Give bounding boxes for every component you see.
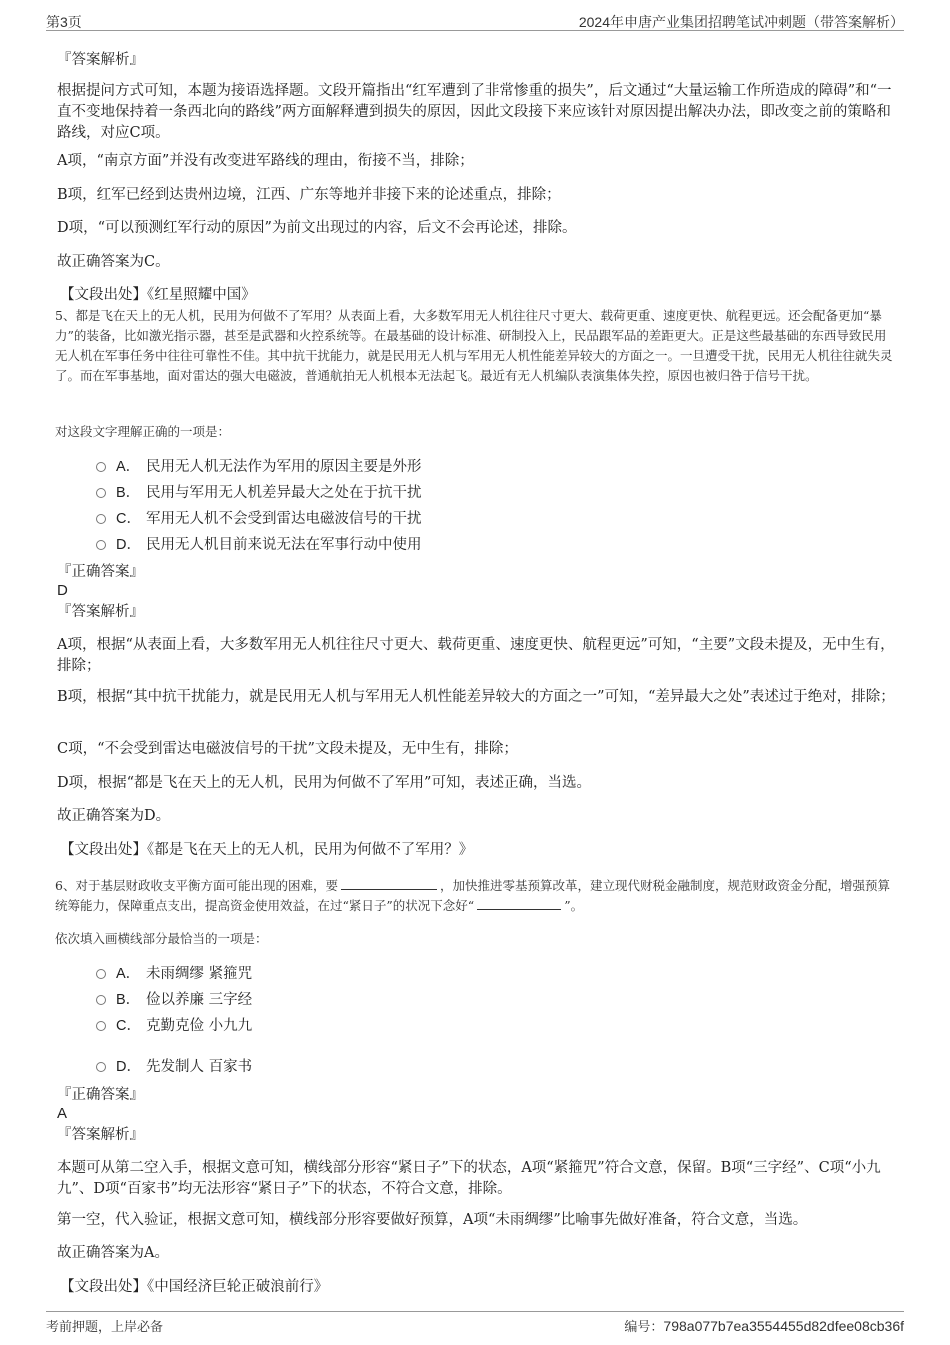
q6-option-a[interactable]: A． 未雨绸缪 紧箍咒 — [96, 964, 252, 984]
q5-passage: 5、都是飞在天上的无人机，民用为何做不了军用？从表面上看，大多数军用无人机往往尺寸更大、载荷更重、速度更快、航程更远。还会配备更加“暴力”的装备，比如激光指示器，甚至是武器和火控系统等。在最基础的设计标准、研制投入上，民品跟军品的差距更大。正是这些最基础的东西导致民用无人机在军事任务中往往可靠性不佳。其中抗干扰能力，就是民用无人机与军用无人机性能差异较大的方面之一。一旦遭受干扰，民用无人机往往就失灵了。而在军事基地，面对雷达的强大电磁波，普通航拍无人机根本无法起飞。最近有无人机编队表演集体失控，原因也被归咎于信号干扰。 — [55, 308, 893, 383]
q5-option-d[interactable]: D． 民用无人机目前来说无法在军事行动中使用 — [96, 535, 422, 555]
q6-source: 【文段出处】《中国经济巨轮正破浪前行》 — [60, 1279, 329, 1295]
q6-question: 依次填入画横线部分最恰当的一项是： — [55, 931, 268, 946]
q5-source: 【文段出处】《都是飞在天上的无人机，民用为何做不了军用？》 — [60, 842, 474, 858]
q6-passage: 6、对于基层财政收支平衡方面可能出现的困难，要 ，加快推进零基预算改革，建立现代财税金融制度，规范财政资金分配，增强预算统筹能力，保障重点支出，提高资金使用效益，在过“紧日子”的状况下念好“ ”。 — [55, 878, 890, 913]
footer-slogan: 考前押题，上岸必备 — [46, 1320, 164, 1335]
document-title: 2024年申唐产业集团招聘笔试冲刺题（带答案解析） — [578, 14, 904, 30]
q4-analysis-label: 『答案解析』 — [57, 52, 144, 68]
q5-conclusion: 故正确答案为D。 — [57, 808, 171, 824]
q6-option-d[interactable]: D． 先发制人 百家书 — [96, 1057, 252, 1077]
radio-icon[interactable] — [96, 514, 106, 524]
blank-1 — [341, 877, 437, 890]
blank-2 — [477, 897, 561, 910]
q6-analysis-para2: 第一空，代入验证，根据文意可知，横线部分形容要做好预算，A项“未雨绸缪”比喻事先做好准备，符合文意，当选。 — [57, 1212, 808, 1228]
q4-analysis-a: A项，“南京方面”并没有改变进军路线的理由，衔接不当，排除； — [57, 153, 474, 169]
q5-analysis-label: 『答案解析』 — [57, 604, 144, 620]
q4-source: 【文段出处】《红星照耀中国》 — [60, 287, 256, 303]
q5-option-a[interactable]: A． 民用无人机无法作为军用的原因主要是外形 — [96, 457, 422, 477]
document-id: 798a077b7ea3554455d82dfee08cb36f — [663, 1318, 904, 1334]
radio-icon[interactable] — [96, 1021, 106, 1031]
q5-question: 对这段文字理解正确的一项是： — [55, 424, 231, 439]
page-header — [46, 8, 904, 31]
page-footer — [46, 1311, 904, 1338]
radio-icon[interactable] — [96, 540, 106, 550]
q5-correct-label: 『正确答案』 — [57, 564, 144, 580]
q5-option-c[interactable]: C． 军用无人机不会受到雷达电磁波信号的干扰 — [96, 509, 422, 529]
q6-conclusion: 故正确答案为A。 — [57, 1245, 169, 1261]
q6-analysis-label: 『答案解析』 — [57, 1127, 144, 1143]
q5-analysis-a: A项，根据“从表面上看，大多数军用无人机往往尺寸更大、载荷更重、速度更快、航程更远”可知，“主要”文段未提及，无中生有，排除； — [57, 637, 895, 674]
radio-icon[interactable] — [96, 462, 106, 472]
q5-option-b[interactable]: B． 民用与军用无人机差异最大之处在于抗干扰 — [96, 483, 422, 503]
page-number: 第3页 — [46, 14, 82, 30]
q4-analysis-d: D项，“可以预测红军行动的原因”为前文出现过的内容，后文不会再论述，排除。 — [57, 220, 577, 236]
q6-option-b[interactable]: B． 俭以养廉 三字经 — [96, 990, 252, 1010]
q6-correct-label: 『正确答案』 — [57, 1087, 144, 1103]
footer-id: 编号：798a077b7ea3554455d82dfee08cb36f — [624, 1318, 904, 1335]
q6-analysis-para1: 本题可从第二空入手，根据文意可知，横线部分形容“紧日子”下的状态，A项“紧箍咒”符合文意，保留。B项“三字经”、C项“小九九”、D项“百家书”均无法形容“紧日子”下的状态，不符合文意，排除。 — [57, 1160, 881, 1197]
q6-correct-answer: A — [57, 1105, 68, 1122]
q6-option-c[interactable]: C． 克勤克俭 小九九 — [96, 1016, 252, 1036]
radio-icon[interactable] — [96, 488, 106, 498]
radio-icon[interactable] — [96, 995, 106, 1005]
q5-correct-answer: D — [57, 582, 68, 599]
q4-analysis-para: 根据提问方式可知，本题为接语选择题。文段开篇指出“红军遭到了非常惨重的损失”，后文通过“大量运输工作所造成的障碍”和“一直不变地保持着一条西北向的路线”两方面解释遭到损失的原因，因此文段接下来应该针对原因提出解决办法，即改变之前的策略和路线，对应C项。 — [57, 83, 892, 141]
q5-analysis-d: D项，根据“都是飞在天上的无人机，民用为何做不了军用”可知，表述正确，当选。 — [57, 775, 591, 791]
radio-icon[interactable] — [96, 1062, 106, 1072]
q5-analysis-c: C项，“不会受到雷达电磁波信号的干扰”文段未提及，无中生有，排除； — [57, 741, 518, 757]
q5-analysis-b: B项，根据“其中抗干扰能力，就是民用无人机与军用无人机性能差异较大的方面之一”可知，“差异最大之处”表述过于绝对，排除； — [57, 689, 895, 705]
q4-conclusion: 故正确答案为C。 — [57, 254, 170, 270]
q4-analysis-b: B项，红军已经到达贵州边境，江西、广东等地并非接下来的论述重点，排除； — [57, 187, 561, 203]
radio-icon[interactable] — [96, 969, 106, 979]
